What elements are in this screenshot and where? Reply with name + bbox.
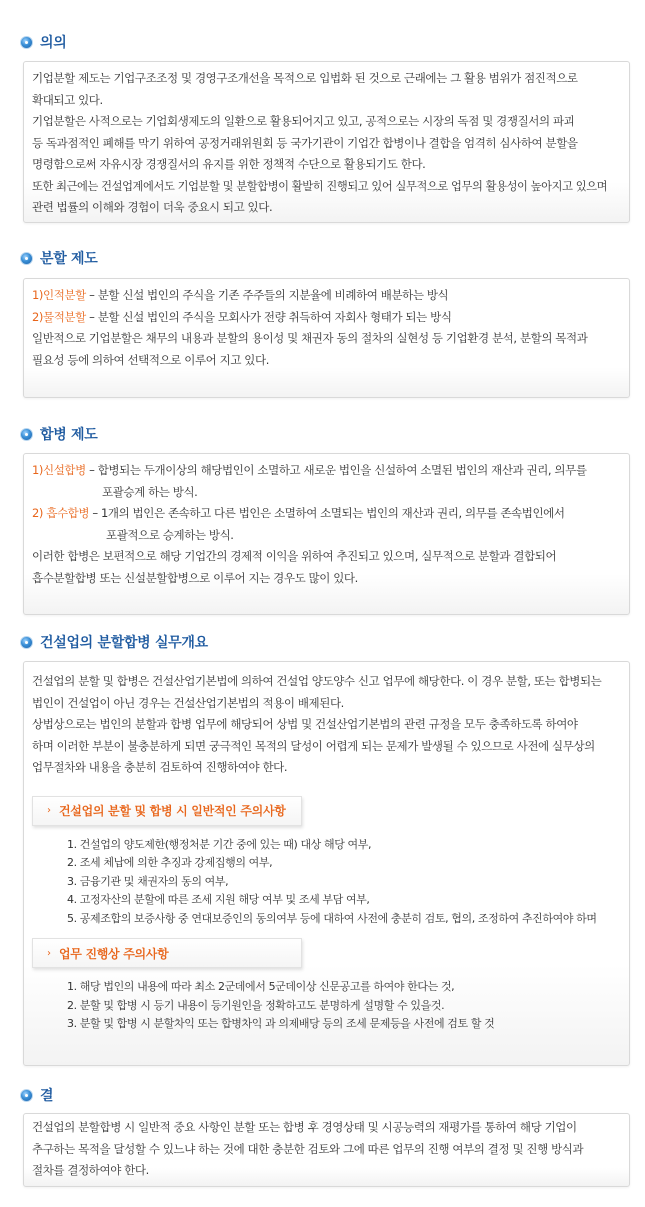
practice-line: 상법상으로는 법인의 분할과 합병 업무에 해당되어 상법 및 건설산업기본법의 관련 규정을 모두 충족하도록 하여야	[32, 717, 578, 731]
meaning-line: 기업분할은 사적으로는 기업회생제도의 일환으로 활용되어지고 있고, 공적으로는 시장의 독점 및 경쟁질서의 파괴	[32, 114, 575, 128]
practice-line: 건설업의 분할 및 합병은 건설산업기본법에 의하여 건설업 양도양수 신고 업무에 해당한다. 이 경우 분할, 또는 합병되는	[32, 674, 602, 688]
practice-line: 하며 이러한 부분이 불충분하게 되면 궁극적인 목적의 달성이 어렵게 되는 문제가 발생될 수 있으므로 사전에 실무상의	[32, 738, 595, 753]
circle-bullet-icon	[20, 1089, 33, 1102]
section-title-text: 건설업의 분할합병 실무개요	[40, 635, 208, 651]
list-item: 3. 금융기관 및 채권자의 동의 여부,	[67, 874, 229, 888]
merger-item-1	[32, 460, 619, 482]
general-cautions-list	[32, 836, 619, 929]
merger-line: 흡수분할합병 또는 신설분할합병으로 이루어 지는 경우도 많이 있다.	[32, 570, 358, 585]
list-item: 5. 공제조합의 보증사항 중 연대보증인의 동의여부 등에 대하여 사전에 충분히 검토, 협의, 조정하여 추진하여야 하며	[67, 911, 597, 925]
chevron-right-icon: ›	[47, 805, 51, 816]
merger-box	[23, 453, 630, 615]
section-title-text: 분할 제도	[40, 251, 98, 267]
merger-item-label: 1)신설합병	[32, 463, 86, 477]
meaning-line: 명령함으로써 자유시장 경쟁질서의 유지를 위한 정책적 수단으로 활용되기도 한다.	[32, 157, 426, 171]
division-item-text: – 분할 신설 법인의 주식을 모회사가 전량 취득하여 자회사 형태가 되는 방식	[85, 309, 452, 324]
circle-bullet-icon	[20, 252, 33, 265]
division-item-text: – 분할 신설 법인의 주식을 기존 주주들의 지분율에 비례하여 배분하는 방식	[85, 288, 449, 302]
division-item-1	[32, 285, 619, 307]
division-line: 필요성 등에 의하여 선택적으로 이루어 지고 있다.	[32, 352, 269, 367]
section-title-text: 합병 제도	[40, 427, 98, 443]
section-title-text: 의의	[40, 35, 67, 51]
list-item: 1. 해당 법인의 내용에 따라 최소 2군데에서 5군데이상 신문공고를 하여야 한다는 것,	[67, 980, 455, 993]
section-title-meaning	[20, 30, 66, 54]
division-line: 일반적으로 기업분할은 채무의 내용과 분할의 용이성 및 채권자 동의 절차의 실현성 등 기업환경 분석, 분할의 목적과	[32, 331, 588, 345]
section-title-division	[20, 246, 97, 270]
merger-item-cont: 포괄승계 하는 방식.	[102, 484, 198, 499]
conclusion-line: 절차를 결정하여야 한다.	[32, 1163, 149, 1177]
section-title-conclusion	[20, 1083, 53, 1107]
circle-bullet-icon	[20, 36, 33, 49]
section-title-merger	[20, 422, 97, 446]
division-item-2	[32, 307, 619, 329]
list-item: 1. 건설업의 양도제한(행정처분 기간 중에 있는 때) 대상 해당 여부,	[67, 837, 372, 851]
practice-box	[23, 661, 630, 1066]
circle-bullet-icon	[20, 428, 33, 441]
meaning-line: 기업분할 제도는 기업구조조정 및 경영구조개선을 목적으로 입법화 된 것으로 근래에는 그 활용 범위가 점진적으로	[32, 71, 578, 85]
meaning-line: 관련 법률의 이해와 경험이 더욱 중요시 되고 있다.	[32, 200, 273, 214]
section-title-text: 결	[40, 1088, 54, 1104]
sub-heading-process-cautions	[32, 938, 302, 968]
merger-line: 이러한 합병은 보편적으로 해당 기업간의 경제적 이익을 위하여 추진되고 있으며, 실무적으로 분할과 결합되어	[32, 549, 557, 563]
process-cautions-list	[32, 978, 619, 1034]
conclusion-line: 추구하는 목적을 달성할 수 있느냐 하는 것에 대한 충분한 검토와 그에 따른 업무의 진행 여부의 결정 및 진행 방식과	[32, 1141, 584, 1156]
meaning-line: 확대되고 있다.	[32, 92, 103, 107]
merger-item-label: 2) 흡수합병	[32, 506, 90, 520]
merger-item-text: – 합병되는 두개이상의 해당법인이 소멸하고 새로운 법인을 신설하여 소멸된 법인의 재산과 권리, 의무를	[85, 463, 587, 477]
list-item: 2. 조세 체납에 의한 추징과 강제집행의 여부,	[67, 856, 273, 869]
meaning-line: 또한 최근에는 건설업계에서도 기업분할 및 분할합병이 활발히 진행되고 있어 실무적으로 업무의 활용성이 높아지고 있으며	[32, 179, 608, 193]
merger-item-cont: 포괄적으로 승계하는 방식.	[106, 527, 234, 542]
division-item-label: 1)인적분할	[32, 288, 86, 302]
meaning-line: 등 독과점적인 폐해를 막기 위하여 공정거래위원회 등 국가기관이 기업간 합병이나 결합을 엄격히 심사하여 분할을	[32, 135, 578, 150]
sub-heading-text: 업무 진행상 주의사항	[59, 946, 169, 961]
division-box	[23, 278, 630, 398]
circle-bullet-icon	[20, 636, 33, 649]
merger-item-text: – 1개의 법인은 존속하고 다른 법인은 소멸하여 소멸되는 법인의 재산과 권리, 의무를 존속법인에서	[89, 506, 565, 520]
conclusion-box	[23, 1113, 630, 1187]
section-title-practice	[20, 630, 208, 654]
list-item: 2. 분할 및 합병 시 등기 내용이 등기원인을 정확하고도 분명하게 설명할 수 있을것.	[67, 998, 445, 1012]
sub-heading-general-cautions	[32, 796, 302, 826]
list-item: 4. 고정자산의 분할에 따른 조세 지원 해당 여부 및 조세 부담 여부,	[67, 893, 370, 906]
practice-line: 업무절차와 내용을 충분히 검토하여 진행하여야 한다.	[32, 760, 288, 774]
division-item-label: 2)물적분할	[32, 309, 86, 324]
list-item: 3. 분할 및 합병 시 분할차익 또는 합병차익 과 의제배당 등의 조세 문제등을 사전에 검토 할 것	[67, 1017, 495, 1030]
practice-line: 법인이 건설업이 아닌 경우는 건설산업기본법의 적용이 배제된다.	[32, 695, 344, 710]
conclusion-line: 건설업의 분할합병 시 일반적 중요 사항인 분할 또는 합병 후 경영상태 및 시공능력의 재평가를 통하여 해당 기업이	[32, 1120, 577, 1134]
merger-item-2	[32, 503, 619, 525]
chevron-right-icon: ›	[47, 947, 51, 959]
meaning-box	[23, 61, 630, 223]
sub-heading-text: 건설업의 분할 및 합병 시 일반적인 주의사항	[59, 804, 286, 818]
